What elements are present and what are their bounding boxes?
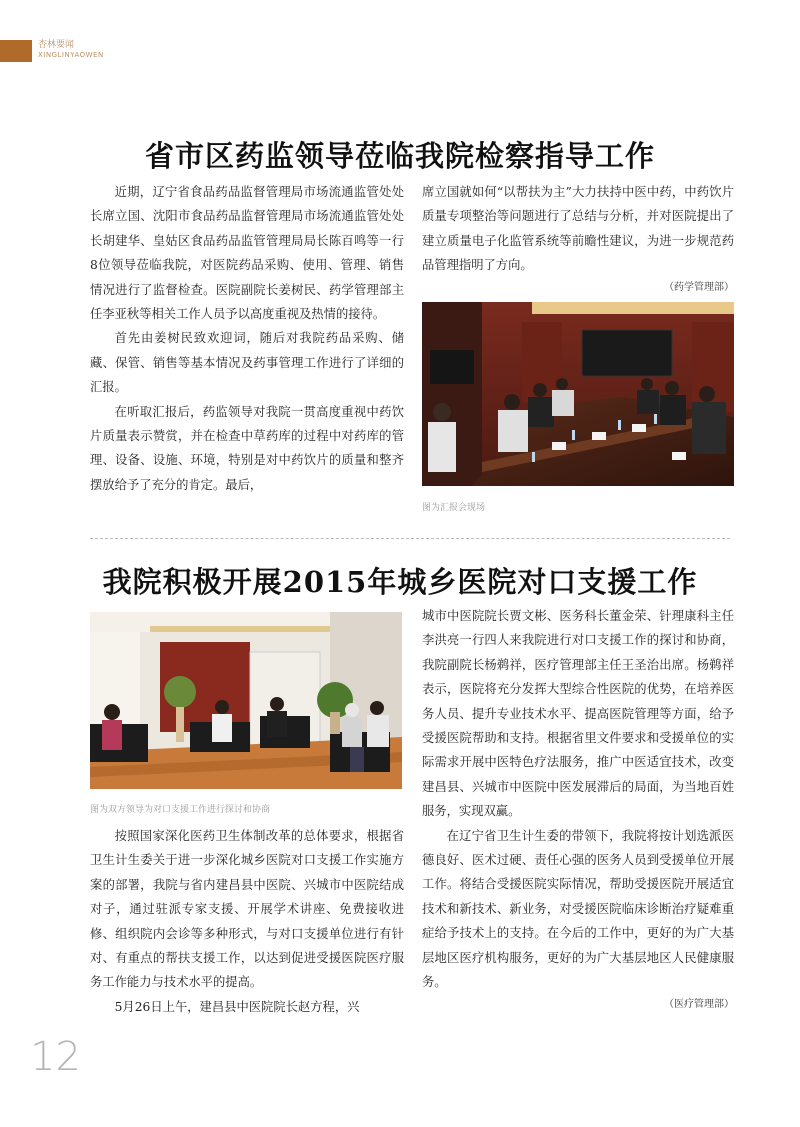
article1-signature: （药学管理部） bbox=[664, 281, 734, 293]
article1-left-column bbox=[90, 180, 404, 497]
article2-photo bbox=[90, 612, 402, 789]
header-color-bar bbox=[0, 40, 32, 62]
article1-right-column bbox=[422, 180, 734, 298]
article2-photo-caption: 图为双方领导为对口支援工作进行探讨和协商 bbox=[90, 805, 271, 815]
article2-paragraph: 城市中医院院长贾文彬、医务科长董金荣、针理康科主任李洪亮一行四人来我院进行对口支援工作的探讨和协商，我院副院长杨鹈祥，医疗管理部主任王圣治出席。杨鹈祥表示，医院将充分发挥大型综合性医院的优势，在培养医务人员、提升专业技术水平、提高医院管理等方面，给予受援医院帮助和支持。根据省里文件要求和受援单位的实际需求开展中医特色疗法服务，推广中医适宜技术，改变建昌县、兴城市中医院中医发展滞后的局面，为当地百姓服务，实现双赢。 bbox=[422, 609, 734, 819]
article1-paragraph: 近期，辽宁省食品药品监督管理局市场流通监管处处长席立国、沈阳市食品药品监督管理局市场流通监管处处长胡建华、皇姑区食品药品监管管理局局长陈百鸣等一行8位领导莅临我院，对医院药品采购、使用、管理、销售情况进行了监督检查。医院副院长姜树民、药学管理部主任李亚秋等相关工作人员予以高度重视及热情的接待。 bbox=[90, 185, 404, 322]
section-header-en: XINGLINYAOWEN bbox=[38, 51, 104, 59]
article2-right-column bbox=[422, 604, 734, 1015]
article2-paragraph: 按照国家深化医药卫生体制改革的总体要求，根据省卫生计生委关于进一步深化城乡医院对口支援工作实施方案的部署，我院与省内建昌县中医院、兴城市中医院结成对子，通过驻派专家支援、开展学术讲座、免费接收进修、组织院内会诊等多种形式，与对口支援单位进行有针对、有重点的帮扶支援工作，以达到促进受援医院医疗服务工作能力与技术水平的提高。 bbox=[90, 829, 404, 990]
article2-paragraph: 在辽宁省卫生计生委的带领下，我院将按计划选派医德良好、医术过硬、责任心强的医务人员到受援单位开展工作。将结合受援医院实际情况，帮助受援医院开展适宜技术和新技术、新业务，对受援医院临床诊断治疗疑难重症给予技术上的支持。在今后的工作中，更好的为广大基层地区医疗机构服务，更好的为广大基层地区人民健康服务。 bbox=[422, 828, 734, 990]
article2-left-column bbox=[90, 824, 404, 1019]
article1-paragraph: 首先由姜树民致欢迎词，随后对我院药品采购、储藏、保管、销售等基本情况及药事管理工作进行了详细的汇报。 bbox=[90, 331, 404, 395]
article2-title: 我院积极开展2015年城乡医院对口支援工作 bbox=[102, 565, 698, 599]
article2-signature: （医疗管理部） bbox=[664, 998, 734, 1010]
article1-paragraph: 席立国就如何“以帮扶为主”大力扶持中医中药，中药饮片质量专项整治等问题进行了总结与分析，并对医院提出了建立质量电子化监管系统等前瞻性建议，为进一步规范药品管理指明了方向。 bbox=[422, 185, 734, 273]
article1-title: 省市区药监领导莅临我院检察指导工作 bbox=[144, 139, 655, 173]
article1-photo-caption: 图为汇报会现场 bbox=[422, 503, 486, 513]
article1-photo bbox=[422, 302, 734, 486]
article1-paragraph: 在听取汇报后，药监领导对我院一贯高度重视中药饮片质量表示赞赏，并在检查中草药库的过程中对药库的管理、设备、设施、环境，特别是对中药饮片的质量和整齐摆放给予了充分的肯定。最后， bbox=[90, 404, 404, 492]
section-header bbox=[38, 40, 104, 60]
section-header-cn: 杏林要闻 bbox=[38, 40, 75, 50]
section-divider bbox=[90, 538, 730, 539]
article2-paragraph: 5月26日上午，建昌县中医院院长赵方程，兴 bbox=[114, 999, 360, 1014]
page-number: 12 bbox=[30, 1034, 81, 1080]
